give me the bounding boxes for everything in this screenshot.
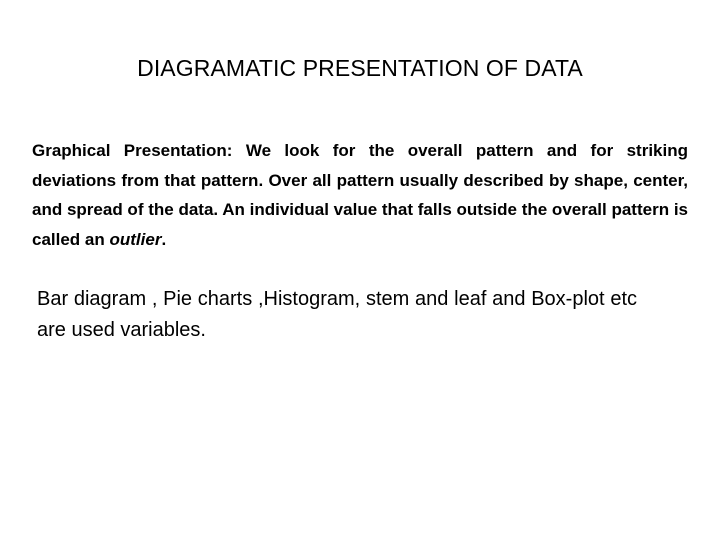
- paragraph-text: Graphical Presentation: We look for the overall pattern and for striking deviations from that pattern. Over all pattern usually described by shape, center, and spread of the data. An individual value that falls outside the overall pattern is called an: [32, 141, 688, 249]
- outlier-term: outlier: [109, 229, 162, 249]
- paragraph-end: .: [161, 229, 167, 249]
- slide-title: DIAGRAMATIC PRESENTATION OF DATA: [137, 55, 583, 81]
- chart-types-text: Bar diagram , Pie charts ,Histogram, stem and leaf and Box-plot etc are used variables.: [37, 288, 637, 341]
- definition-paragraph: [32, 136, 688, 254]
